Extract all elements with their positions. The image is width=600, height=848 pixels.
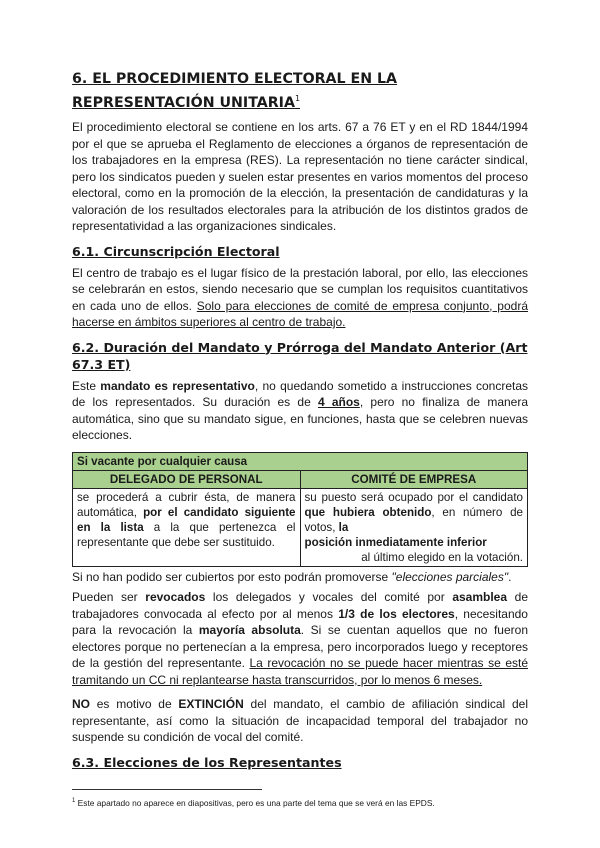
circunscripcion-paragraph: El centro de trabajo es el lugar físico de la prestación laboral, por ello, las elecciones se celebrarán en estos, siendo necesario que se cumplan los requisitos cuantitativos en cada uno de ellos. Solo para elecciones de comité de empresa conjunto, podrá hacerse en ámbitos superiores al centro de trabajo.: [72, 265, 529, 329]
section-6-heading: [72, 70, 528, 113]
vacancy-table-header: Si vacante por cualquier causa: [73, 452, 528, 470]
section-6-3-heading: 6.3. Elecciones de los Representantes: [72, 754, 342, 770]
delegado-cell: se procederá a cubrir ésta, de manera automática, por el candidato siguiente en la lista a la que pertenezca el representante que debe ser sustituido.: [73, 488, 301, 566]
extincion-paragraph: NO es motivo de EXTINCIÓN del mandato, el cambio de afiliación sindical del representante, así como la situación de incapacidad temporal del trabajador no suspende su condición de vocal del comité.: [72, 697, 528, 744]
intro-paragraph: El procedimiento electoral se contiene en los arts. 67 a 76 ET y en el RD 1844/1994 por el que se aprueba el Reglamento de elecciones a órganos de representación de los trabajadores en la empresa (RES). La representación no tiene carácter sindical, pero los sindicatos pueden y suelen estar presentes en varios momentos del proceso electoral, como en la promoción de la elección, la presentación de candidaturas y la valoración de los resultados electorales para la atribución de los distintos grados de representatividad a las organizaciones sindicales.: [72, 120, 528, 233]
footnote: $^1$ Este apartado no aparece en diapositivas, pero es una parte del tema que se verá en las EPDS.: [72, 797, 435, 808]
section-6-1-heading: 6.1. Circunscripción Electoral: [72, 243, 280, 259]
comite-cell: su puesto será ocupado por el candidato que hubiera obtenido, en número de votos, la posición inmediatamente inferior al último elegido en la votación.: [300, 488, 528, 566]
footnote-reference[interactable]: 1: [294, 94, 301, 103]
col-delegado-header: DELEGADO DE PERSONAL: [73, 470, 301, 488]
col-comite-header: COMITÉ DE EMPRESA: [300, 470, 528, 488]
mandato-paragraph: Este mandato es representativo, no quedando sometido a instrucciones concretas de los representados. Su duración es de 4 años, pero no finaliza de manera automática, sino que su mandato sigue, en funciones, hasta que se celebren nuevas elecciones.: [72, 378, 529, 442]
vacancy-table: [72, 452, 528, 567]
revocacion-paragraph: Pueden ser revocados los delegados y vocales del comité por asamblea de trabajadores convocada al efecto por al menos 1/3 de los electores, necesitando para la revocación la mayoría absoluta. Si se cuentan aquellos que no fueron electores porque no pertenecían a la empresa, pero incorporados luego y receptores de la gestión del representante. La revocación no se puede hacer mientras se esté tramitando un CC ni replantearse hasta transcurridos, por lo menos 6 meses.: [72, 590, 529, 687]
section-6-2-heading: 6.2. Duración del Mandato y Prórroga del Mandato Anterior (Art 67.3 ET): [72, 339, 528, 372]
footnote-divider: [72, 789, 262, 790]
document-page: [72, 70, 528, 808]
heading-text: 6. EL PROCEDIMIENTO ELECTORAL EN LA REPRESENTACIÓN UNITARIA: [72, 71, 398, 111]
parciales-note: Si no han podido ser cubiertos por esto podrán promoverse "elecciones parciales".: [72, 569, 512, 584]
underlined-note: Solo para elecciones de comité de empresa conjunto, podrá hacerse en ámbitos superiores al centro de trabajo.: [72, 298, 529, 329]
